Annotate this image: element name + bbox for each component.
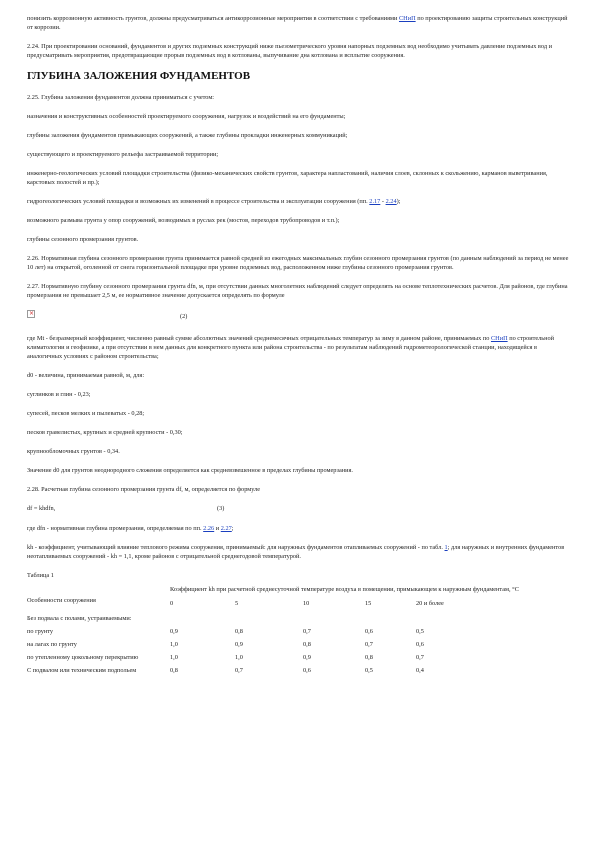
link-2-26[interactable]: 2.26 xyxy=(203,525,215,532)
table-cell: по грунту xyxy=(27,628,54,635)
table-row xyxy=(27,654,571,667)
snip-link-corrosion[interactable]: СНиП xyxy=(398,15,416,22)
formula-2 xyxy=(27,310,571,326)
paragraph-2-25: 2.25. Глубина заложения фундаментов должна приниматься с учетом: xyxy=(27,94,215,101)
list-item: инженерно-геологических условий площадки строительства (физико-механических свойств грунтов, характера напластований, наличия слоев, склонных к скольжению, карманов выветривания, карстовых полостей и пр.); xyxy=(27,170,548,186)
list-item: гидрогеологических условий площадки и возможных их изменений в процессе строительства и эксплуатации сооружения (пп. 2.17 - 2.24); xyxy=(27,198,401,205)
table-cell: С подвалом или техническим подпольем xyxy=(27,667,137,674)
table-cell: 0,9 xyxy=(303,654,311,661)
table-cell: 0,7 xyxy=(416,654,424,661)
table-header-cell: 10 xyxy=(303,600,310,607)
formula-expression: df = khdfn, xyxy=(27,505,56,512)
table-row xyxy=(27,667,571,675)
table-title: Таблица 1 xyxy=(27,572,54,579)
table-cell: 0,7 xyxy=(365,641,373,648)
table-cell: 1,0 xyxy=(235,654,243,661)
table-cell: 0,8 xyxy=(303,641,311,648)
table-header-cell: Коэффициент kh при расчетной среднесуточной температуре воздуха в помещении, примыкающем к наружным фундаментам, °С xyxy=(170,586,519,593)
paragraph-d0-note: Значение d0 для грунтов неоднородного сложения определяется как средневзвешенное в пределах глубины промерзания. xyxy=(27,467,353,474)
table-header-cell: 0 xyxy=(170,600,174,607)
link-2-17[interactable]: 2.17 xyxy=(369,198,381,205)
formula-3 xyxy=(27,504,571,514)
table-row xyxy=(27,641,571,654)
table-cell: 0,6 xyxy=(365,628,373,635)
table-cell: 0,7 xyxy=(303,628,311,635)
paragraph-corrosion: понизить коррозионную активность грунтов, должны предусматриваться антикоррозионные мероприятия в соответствии с требованиями СНиП по проектированию защиты строительных конструкций от коррозии. xyxy=(27,15,568,31)
section-heading: ГЛУБИНА ЗАЛОЖЕНИЯ ФУНДАМЕНТОВ xyxy=(27,70,251,82)
list-item: глубины сезонного промерзания грунтов. xyxy=(27,236,139,243)
broken-image-icon: × xyxy=(29,310,35,317)
table-cell: 0,5 xyxy=(365,667,373,674)
table-cell xyxy=(303,615,365,628)
table-header-cell: 5 xyxy=(235,600,239,607)
table-cell: 0,5 xyxy=(416,628,424,635)
table-header-cell: 15 xyxy=(365,600,372,607)
list-item: возможного размыва грунта у опор сооружений, возводимых в руслах рек (мостов, переходов трубопроводов и т.п.); xyxy=(27,217,340,224)
table-cell xyxy=(170,615,235,628)
snip-link-climatology[interactable]: СНиП xyxy=(490,335,508,342)
paragraph-2-26: 2.26. Нормативная глубина сезонного промерзания грунта принимается равной средней из ежегодных максимальных глубин сезонного промерзания грунтов (по данным наблюдений за период не менее 10 лет) на открытой, оголенной от снега горизонтальной площадке при уровне подземных вод, расположенном ниже глубины сезонного промерзания грунтов. xyxy=(27,255,569,271)
table-cell: по утепленному цокольному перекрытию xyxy=(27,654,139,661)
list-item: крупнообломочных грунтов - 0,34. xyxy=(27,448,120,455)
list-item: супесей, песков мелких и пылеватых - 0,28; xyxy=(27,410,145,417)
table-cell: 0,6 xyxy=(416,641,424,648)
list-item: существующего и проектируемого рельефа застраиваемой территории; xyxy=(27,151,219,158)
paragraph-d0: d0 - величина, принимаемая равной, м, для: xyxy=(27,372,145,379)
table-cell: 0,8 xyxy=(365,654,373,661)
table-row xyxy=(27,628,571,641)
table-cell xyxy=(235,615,303,628)
table-cell: 1,0 xyxy=(170,654,178,661)
table-cell: 0,4 xyxy=(416,667,424,674)
table-row xyxy=(27,615,571,628)
paragraph-dfn: где dfn - нормативная глубина промерзания, определяемая по пп. 2.26 и 2.27; xyxy=(27,525,234,532)
table-cell xyxy=(365,615,416,628)
list-item: песков гравелистых, крупных и средней крупности - 0,30; xyxy=(27,429,183,436)
table-cell: 0,8 xyxy=(235,628,243,635)
list-item: суглинков и глин - 0,23; xyxy=(27,391,91,398)
paragraph-kh: kh - коэффициент, учитывающий влияние теплового режима сооружения, принимаемый: для наружных фундаментов отапливаемых сооружений - по табл. 1; для наружных и внутренних фундаментов неотапливаемых сооружений - kh = 1,1, кроме районов с отрицательной среднегодовой температурой. xyxy=(27,544,565,560)
table-cell: 0,9 xyxy=(235,641,243,648)
coefficient-table xyxy=(27,586,571,675)
link-2-27[interactable]: 2.27 xyxy=(220,525,232,532)
table-cell: Без подвала с полами, устраиваемыми: xyxy=(27,615,132,622)
table-header-cell: 20 и более xyxy=(416,600,444,607)
table-cell: 0,7 xyxy=(235,667,243,674)
list-item: назначения и конструктивных особенностей проектируемого сооружения, нагрузок и воздействий на его фундаменты; xyxy=(27,113,346,120)
table-cell: на лагах по грунту xyxy=(27,641,77,648)
table-cell: 0,9 xyxy=(170,628,178,635)
table-header-row xyxy=(27,586,571,600)
table-cell xyxy=(416,615,571,628)
link-2-24[interactable]: 2.24 xyxy=(385,198,397,205)
table-1-link[interactable]: 1 xyxy=(444,544,448,551)
table-cell: 0,6 xyxy=(303,667,311,674)
paragraph-2-27: 2.27. Нормативную глубину сезонного промерзания грунта dfn, м, при отсутствии данных многолетних наблюдений следует определять на основе теплотехнических расчетов. Для районов, где глубина промерзания не превышает 2,5 м, ее нормативное значение допускается определять по формуле xyxy=(27,283,568,299)
paragraph-2-28: 2.28. Расчетная глубина сезонного промерзания грунта df, м, определяется по формуле xyxy=(27,486,261,493)
list-item: глубины заложения фундаментов примыкающих сооружений, а также глубины прокладки инженерных коммуникаций; xyxy=(27,132,348,139)
table-header-cell: Особенности сооружения xyxy=(27,596,96,604)
formula-number: (2) xyxy=(180,313,188,320)
table-cell: 1,0 xyxy=(170,641,178,648)
table-cell: 0,8 xyxy=(170,667,178,674)
paragraph-mt: где Mt - безразмерный коэффициент, численно равный сумме абсолютных значений среднемесячных отрицательных температур за зиму в данном районе, принимаемых по СНиП по строительной климатологии и геофизике, а при отсутствии в нем данных для конкретного пункта или района строительства - по результатам наблюдений гидрометеорологической станции, находящейся в аналогичных условиях с районом строительства; xyxy=(27,335,555,360)
paragraph-2-24: 2.24. При проектировании оснований, фундаментов и других подземных конструкций ниже пьезометрического уровня напорных подземных вод необходимо учитывать давление подземных вод и предусматривать мероприятия, предотвращающие прорыв подземных вод в котлованы, выпучивание дна котлована и всплытие сооружения. xyxy=(27,43,552,59)
formula-number: (3) xyxy=(217,505,225,512)
